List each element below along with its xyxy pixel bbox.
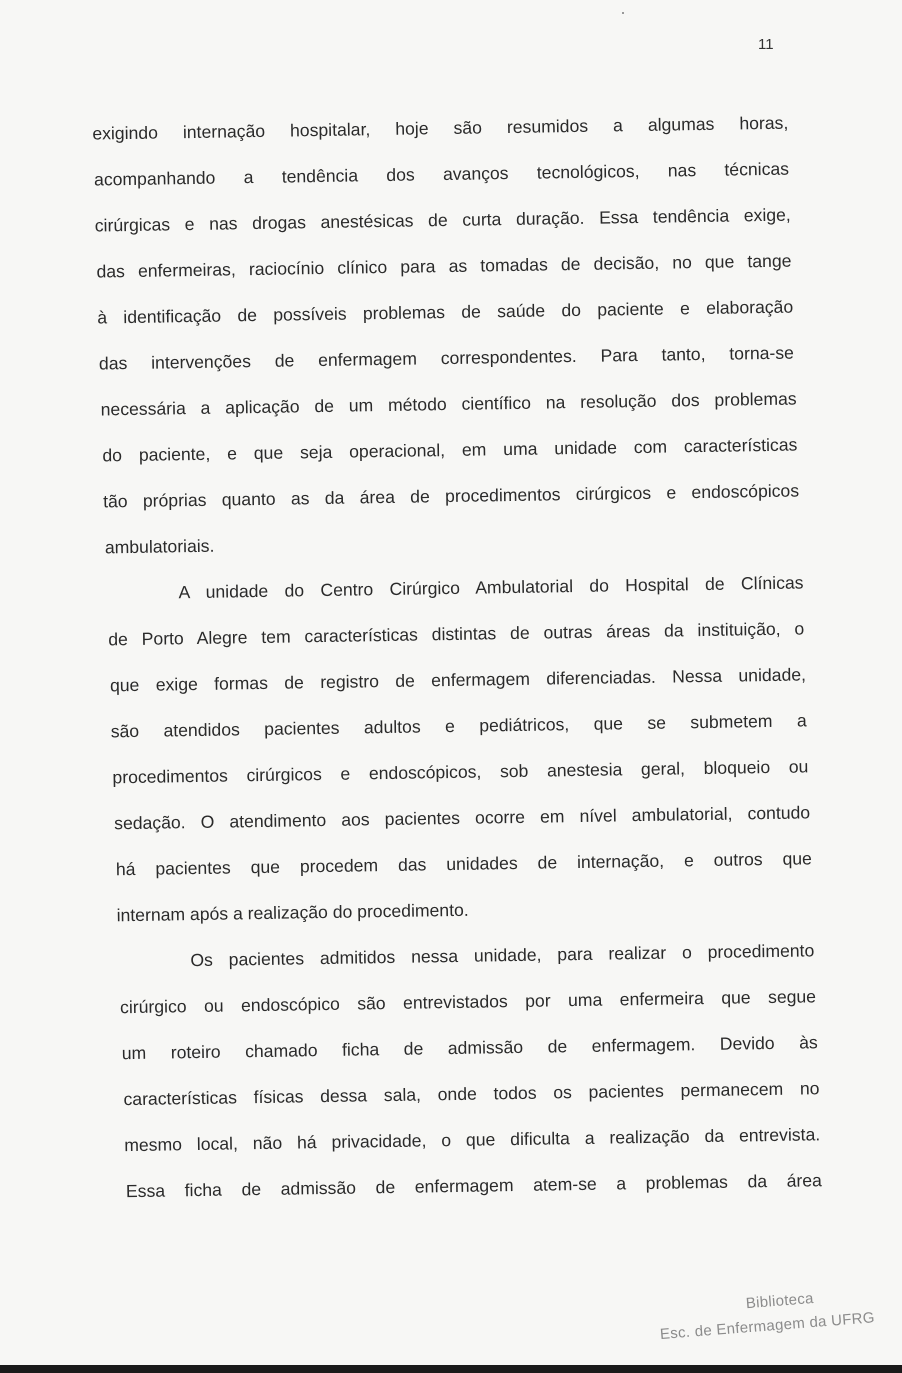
text-line: do paciente, e que seja operacional, em uma unidade com características [102, 434, 798, 466]
text-line: acompanhando a tendência dos avanços tecnológicos, nas técnicas [93, 158, 790, 190]
text-line: que exige formas de registro de enfermagem diferenciadas. Nessa unidade, [109, 664, 807, 696]
text-line: características físicas dessa sala, onde todos os pacientes permanecem no [123, 1078, 820, 1110]
text-line: à identificação de possíveis problemas de saúde do paciente e elaboração [97, 296, 794, 328]
text-line: cirúrgico ou endoscópico são entrevistados por uma enfermeira que segue [119, 986, 817, 1018]
text-line: internam após a realização do procedimento. [116, 899, 469, 926]
text-line: de Porto Alegre tem características distintas de outras áreas da instituição, o [108, 618, 805, 650]
stamp-line-library: Biblioteca [745, 1289, 815, 1313]
page-number: 11 [758, 36, 774, 53]
text-line: exigindo internação hospitalar, hoje são resumidos a algumas horas, [92, 112, 789, 144]
text-line: tão próprias quanto as da área de procedimentos cirúrgicos e endoscópicos [102, 480, 800, 512]
text-line: sedação. O atendimento aos pacientes ocorre em nível ambulatorial, contudo [114, 802, 811, 834]
stamp-line-school: Esc. de Enfermagem da UFRG [659, 1309, 876, 1344]
text-line: cirúrgicas e nas drogas anestésicas de curta duração. Essa tendência exige, [94, 204, 791, 236]
scan-bottom-edge [0, 1365, 902, 1373]
text-line: procedimentos cirúrgicos e endoscópicos, sob anestesia geral, bloqueio ou [112, 756, 809, 788]
text-line: das intervenções de enfermagem correspondentes. Para tanto, torna-se [98, 342, 795, 374]
scan-speck [622, 12, 624, 14]
text-line: mesmo local, não há privacidade, o que dificulta a realização da entrevista. [124, 1124, 821, 1156]
paragraph-start-line: Os pacientes admitidos nessa unidade, para realizar o procedimento [190, 940, 815, 971]
paragraph-start-line: A unidade do Centro Cirúrgico Ambulatorial do Hospital de Clínicas [178, 572, 804, 603]
text-line: são atendidos pacientes adultos e pediátricos, que se submetem a [110, 710, 807, 742]
text-line: há pacientes que procedem das unidades de internação, e outros que [115, 848, 812, 880]
text-line: um roteiro chamado ficha de admissão de enfermagem. Devido às [121, 1032, 818, 1064]
text-line: necessária a aplicação de um método científico na resolução dos problemas [100, 388, 797, 420]
document-body [0, 98, 902, 1202]
library-stamp [657, 1281, 901, 1360]
text-line: Essa ficha de admissão de enfermagem atem-se a problemas da área [125, 1170, 823, 1202]
text-line: ambulatoriais. [104, 535, 215, 558]
text-line: das enfermeiras, raciocínio clínico para as tomadas de decisão, no que tange [96, 250, 792, 282]
